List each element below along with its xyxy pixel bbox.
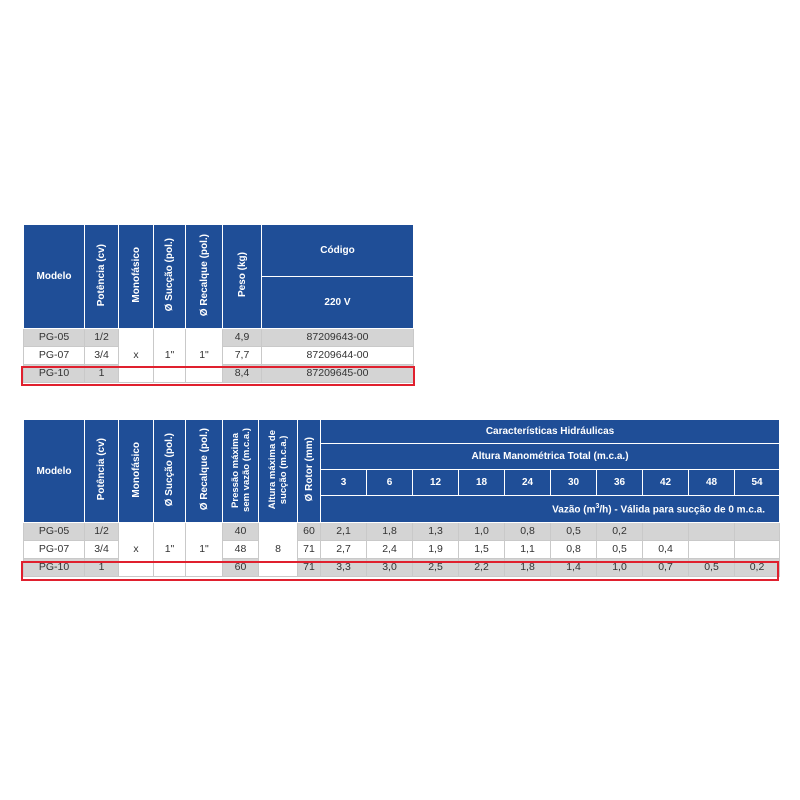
header-rotor: Ø Rotor (mm) (298, 420, 321, 523)
table-row (24, 329, 414, 347)
cell-peso: 8,4 (223, 365, 262, 383)
cell-flow: 1,8 (367, 523, 413, 541)
cell-potencia: 3/4 (85, 347, 119, 365)
cell-flow (735, 541, 780, 559)
header-succao: Ø Sucção (pol.) (154, 225, 186, 329)
header-potencia: Potência (cv) (85, 225, 119, 329)
cell-flow: 1,0 (459, 523, 505, 541)
cell-monofasico: x (119, 523, 154, 577)
header-recalque: Ø Recalque (pol.) (186, 225, 223, 329)
cell-rotor: 71 (298, 541, 321, 559)
hydraulics-table (23, 419, 780, 577)
head-value: 18 (459, 470, 505, 496)
cell-modelo: PG-07 (24, 541, 85, 559)
cell-rotor: 71 (298, 559, 321, 577)
cell-succao: 1" (154, 329, 186, 383)
cell-potencia: 1/2 (85, 329, 119, 347)
cell-peso: 7,7 (223, 347, 262, 365)
cell-flow (689, 523, 735, 541)
cell-potencia: 3/4 (85, 541, 119, 559)
cell-potencia: 1 (85, 365, 119, 383)
cell-flow: 1,8 (505, 559, 551, 577)
cell-recalque: 1" (186, 523, 223, 577)
table-row (24, 523, 780, 541)
head-value: 3 (321, 470, 367, 496)
cell-modelo: PG-05 (24, 523, 85, 541)
header-vazao: Vazão $(m^3/h)$ - Válida para sucção de 0 m.c.a. (321, 496, 780, 523)
header-succao: Ø Sucção (pol.) (154, 420, 186, 523)
header-modelo: Modelo (24, 420, 85, 523)
cell-codigo: 87209644-00 (262, 347, 414, 365)
header-potencia: Potência (cv) (85, 420, 119, 523)
cell-flow: 0,7 (643, 559, 689, 577)
cell-flow: 1,1 (505, 541, 551, 559)
cell-flow: 0,5 (551, 523, 597, 541)
header-monofasico: Monofásico (119, 420, 154, 523)
cell-altura-succao: 8 (259, 523, 298, 577)
cell-modelo: PG-07 (24, 347, 85, 365)
header-codigo: Código (262, 225, 414, 277)
cell-flow: 0,2 (597, 523, 643, 541)
header-altura-total: Altura Manométrica Total (m.c.a.) (321, 444, 780, 470)
cell-flow: 0,2 (735, 559, 780, 577)
header-modelo: Modelo (24, 225, 85, 329)
head-value: 24 (505, 470, 551, 496)
header-peso: Peso (kg) (223, 225, 262, 329)
cell-flow: 0,5 (597, 541, 643, 559)
cell-modelo: PG-05 (24, 329, 85, 347)
cell-pressao: 60 (223, 559, 259, 577)
cell-rotor: 60 (298, 523, 321, 541)
cell-modelo: PG-10 (24, 365, 85, 383)
cell-flow: 2,4 (367, 541, 413, 559)
cell-codigo: 87209645-00 (262, 365, 414, 383)
header-pressao: Pressão máxima sem vazão (m.c.a.) (223, 420, 259, 523)
cell-flow: 1,4 (551, 559, 597, 577)
cell-flow: 3,3 (321, 559, 367, 577)
specs-table (23, 224, 414, 383)
cell-recalque: 1" (186, 329, 223, 383)
cell-flow: 0,8 (551, 541, 597, 559)
head-value: 12 (413, 470, 459, 496)
head-value: 36 (597, 470, 643, 496)
cell-flow: 1,3 (413, 523, 459, 541)
cell-flow: 3,0 (367, 559, 413, 577)
cell-flow: 0,5 (689, 559, 735, 577)
cell-modelo: PG-10 (24, 559, 85, 577)
cell-flow: 2,2 (459, 559, 505, 577)
cell-flow (643, 523, 689, 541)
cell-flow: 0,8 (505, 523, 551, 541)
cell-pressao: 48 (223, 541, 259, 559)
cell-flow (735, 523, 780, 541)
cell-flow: 2,5 (413, 559, 459, 577)
head-value: 54 (735, 470, 780, 496)
cell-monofasico: x (119, 329, 154, 383)
cell-flow: 2,7 (321, 541, 367, 559)
head-value: 30 (551, 470, 597, 496)
header-voltage: 220 V (262, 277, 414, 329)
cell-flow: 0,4 (643, 541, 689, 559)
header-altura-succao: Altura máxima de sucção (m.c.a.) (259, 420, 298, 523)
cell-potencia: 1/2 (85, 523, 119, 541)
header-caracteristicas: Características Hidráulicas (321, 420, 780, 444)
header-monofasico: Monofásico (119, 225, 154, 329)
header-recalque: Ø Recalque (pol.) (186, 420, 223, 523)
cell-codigo: 87209643-00 (262, 329, 414, 347)
cell-flow: 2,1 (321, 523, 367, 541)
cell-flow: 1,9 (413, 541, 459, 559)
cell-pressao: 40 (223, 523, 259, 541)
head-value: 42 (643, 470, 689, 496)
cell-flow (689, 541, 735, 559)
head-value: 6 (367, 470, 413, 496)
cell-flow: 1,0 (597, 559, 643, 577)
cell-succao: 1" (154, 523, 186, 577)
cell-potencia: 1 (85, 559, 119, 577)
cell-peso: 4,9 (223, 329, 262, 347)
head-value: 48 (689, 470, 735, 496)
cell-flow: 1,5 (459, 541, 505, 559)
